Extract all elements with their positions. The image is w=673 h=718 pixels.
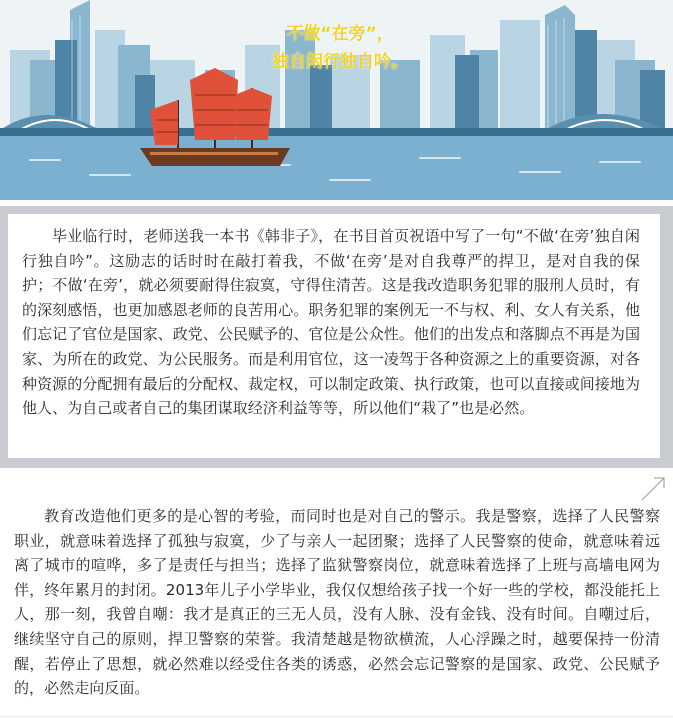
quote-paragraph: 毕业临行时，老师送我一本书《韩非子》，在书目首页祝语中写了一句“不做‘在旁’独自闲行独自吟”。这励志的话时时在敲打着我，不做‘在旁’是对自我尊严的捍卫，是对自我的保护；不做‘在旁’，就必须要耐得住寂寞，守得住清苦。这是我改造职务犯罪的服刑人员时，有的深刻感悟，也更加感恩老师的良苦用心。职务犯罪的案例无一不与权、利、女人有关系，他们忘记了官位是国家、政党、公民赋予的、官位是公众性。他们的出发点和落脚点不再是为国家、为所在的政党、为公民服务。而是利用官位，这一凌驾于各种资源之上的重要资源，对各种资源的分配拥有最后的分配权、裁定权，可以制定政策、执行政策，也可以直接或间接地为他人、为自己或者自己的集团谋取经济利益等等，所以他们“栽了”也是必然。: [22, 227, 640, 418]
quote-frame: [0, 206, 673, 468]
header-banner: [0, 0, 673, 200]
banner-headline: [190, 20, 490, 76]
quote-box: [8, 214, 660, 458]
body-section: [14, 504, 660, 701]
divider: [0, 716, 673, 717]
body-paragraph: 教育改造他们更多的是心智的考验，而同时也是对自己的警示。我是警察，选择了人民警察职业，就意味着选择了孤独与寂寞，少了与亲人一起团聚；选择了人民警察的使命，就意味着远离了城市的喧哗，多了是责任与担当；选择了监狱警察岗位，就意味着选择了上班与高墙电网为伴，终年累月的封闭。2013年儿子小学毕业，我仅仅想给孩子找一个好一些的学校，都没能托上人，那一刻，我曾自嘲：我才是真正的三无人员，没有人脉、没有金钱、没有时间。自嘲过后，继续坚守自己的原则，捍卫警察的荣誉。我清楚越是物欲横流，人心浮躁之时，越要保持一份清醒，若停止了思想，就必然难以经受住各类的诱惑，必然会忘记警察的是国家、政党、公民赋予的，必然走向反面。: [14, 507, 660, 698]
corner-arrow-icon: [640, 476, 666, 502]
headline-line-1: 不做“在旁”，: [286, 24, 394, 44]
headline-line-2: 独自闲行独自吟。: [272, 52, 408, 72]
